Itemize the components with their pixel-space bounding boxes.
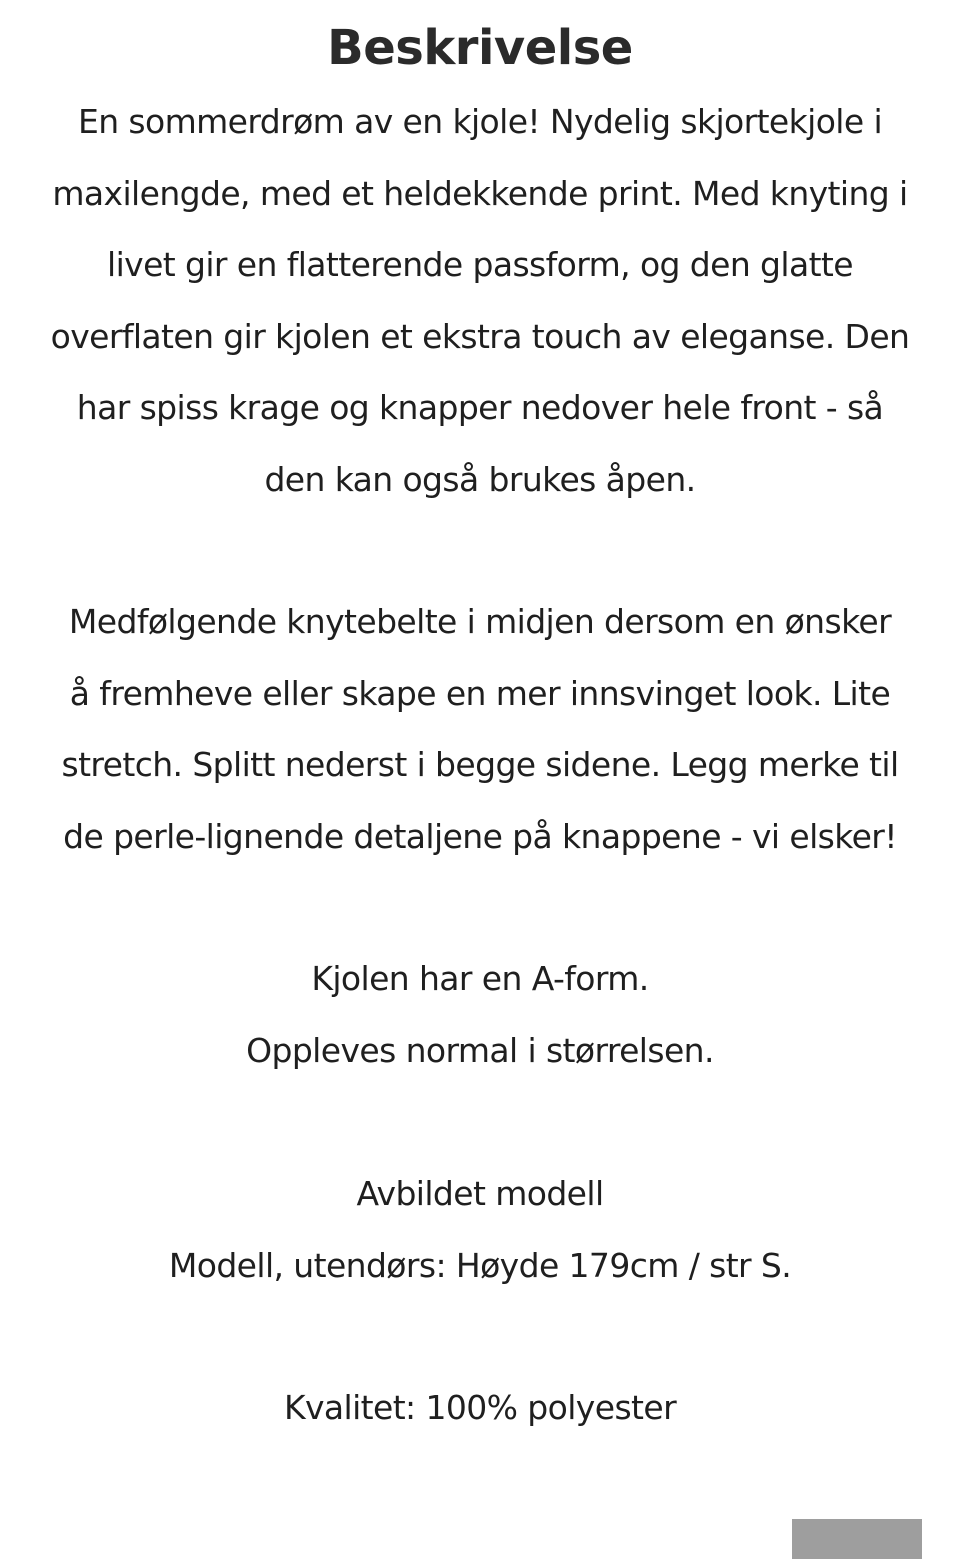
- text-line: de perle-lignende detaljene på knappene - vi elsker!: [63, 816, 897, 856]
- text-line: En sommerdrøm av en kjole! Nydelig skjortekjole i: [77, 102, 883, 141]
- text-line: maxilengde, med et heldekkende print. Med knyting i: [52, 173, 908, 213]
- text-line: har spiss krage og knapper nedover hele front - så: [76, 388, 884, 427]
- text-line: Modell, utendørs: Høyde 179cm / str S.: [168, 1245, 792, 1285]
- text-line: Oppleves normal i størrelsen.: [246, 1030, 714, 1070]
- description-paragraph-quality: [0, 1372, 960, 1444]
- scroll-to-top-button[interactable]: [792, 1519, 922, 1559]
- text-line: overflaten gir kjolen et ekstra touch av eleganse. Den: [50, 316, 910, 356]
- text-line: den kan også brukes åpen.: [264, 459, 696, 499]
- text-line: Kvalitet: 100% polyester: [283, 1388, 677, 1427]
- text-line: Kjolen har en A-form.: [311, 959, 649, 998]
- text-line: Medfølgende knytebelte i midjen dersom en ønsker: [68, 602, 892, 641]
- text-line: å fremheve eller skape en mer innsvinget look. Lite: [69, 673, 891, 713]
- description-paragraph-intro: [0, 86, 960, 515]
- description-paragraph-model: [0, 1158, 960, 1301]
- text-line: Avbildet modell: [356, 1174, 604, 1213]
- description-heading: Beskrivelse: [327, 20, 633, 76]
- description-paragraph-belt: [0, 586, 960, 872]
- description-paragraph-fit: [0, 943, 960, 1086]
- text-line: livet gir en flatterende passform, og den glatte: [107, 245, 853, 284]
- text-line: stretch. Splitt nederst i begge sidene. Legg merke til: [61, 745, 899, 784]
